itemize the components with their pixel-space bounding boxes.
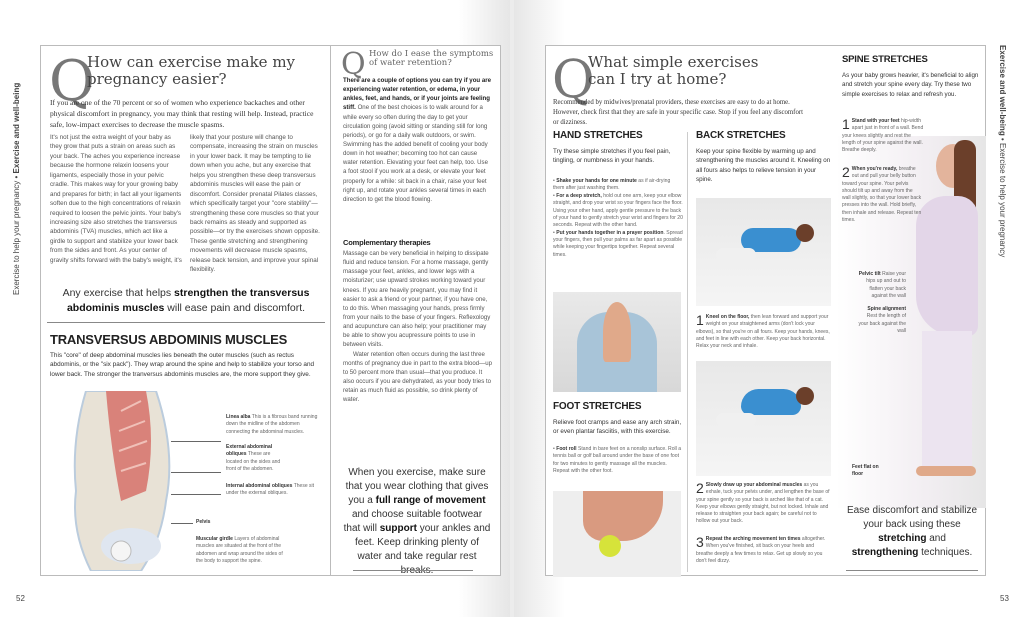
all-fours-photo-2 [696,361,831,476]
running-head-chapter: Exercise and well-being [12,82,21,174]
back-intro: Keep your spine flexible by warming up and strengthening the muscles around it. Kneeling on all fours also helps to relieve tension in your spine. [696,148,831,183]
back-step-3: 3 Repeat the arching movement ten times altogether. When you've finished, sit back on your heels and breathe deeply a few times to relax. Get up slowly so you don't feel dizzy. [696,534,826,564]
article-column-1: It's not just the extra weight of your baby as they grow that puts a strain on areas such as your back. The aches you experience increase because the hormone relaxin loosens your ligaments, especially those in your pelvic cradle. This makes way for your growing baby and prepares for birth; in fact all your ligaments soften due to the high concentrations of relaxin required to loosen the pelvic joints. Your baby's increasing size also stretches the transversus abdominis (TVA) muscles, which act like a girdle to support and stabilize your lower back from the sides and front. As your center of gravity shifts forward with the baby's weight, it's [50,134,182,264]
running-head-section: Exercise to help your pregnancy [12,180,21,295]
complementary-heading: Complementary therapies [343,238,431,247]
pull-quote-2: When you exercise, make sure that you wear clothing that gives you a full range of movement and choose suitable footwear that will support your ankles and feet. Keep drinking plenty of water and take regular rest [343,467,491,562]
page-number: 52 [16,594,25,603]
label-external-obliques: External abdominal obliques These are located on the sides and front of the abdomen. [226,444,281,472]
article-title: How do I ease the symptoms of water retention? [369,49,494,69]
label-spine-alignment: Spine alignment Rest the length of your back against the wall [858,306,906,334]
q-drop-letter: Q [49,49,95,114]
foot-bullet: • Foot roll Stand in bare feet on a nonslip surface. Roll a tennis ball or golf ball around under the base of one foot for two minutes to gently massage all the muscles. Repeat with the other foot. [553,446,682,475]
hand-bullet: • Shake your hands for one minute as if air-drying them after just washing them. [553,178,671,192]
hand-bullet: • Put your hands together in a prayer position. Spread your fingers, then pull your palms as far apart as possible while keeping your fingertips together. Repeat several times. [553,229,683,258]
pull-quote-3: Ease discomfort and stabilize your back using these stretching and strengthening techniques. [846,505,978,558]
divider [846,570,978,571]
spine-step-1: 1 Stand with your feet hip-width apart just in front of a wall. Bend your knees slightly and rest the length of your spine against the wall. Breathe deeply. [842,116,924,153]
left-page [0,0,510,617]
foot-roll-photo [553,491,681,577]
divider [47,322,325,323]
q-drop-letter: Q [341,47,366,82]
tva-heading: TRANSVERSUS ABDOMINIS MUSCLES [50,332,288,347]
hand-stretches-heading: HAND STRETCHES [553,130,643,141]
label-pelvis: Pelvis [196,519,211,525]
prayer-hands-photo [553,292,681,392]
label-muscular-girdle: Muscular girdle Layers of abdominal muscles are situated at the front of the abdomen and wrap around the sides of the body to support the spine. [196,536,283,564]
spine-intro: As your baby grows heavier, it's beneficial to align and stretch your spine every day. Try these two simple exercises to relax and refresh you. [842,72,979,98]
running-head-section: Exercise to help your pregnancy [998,142,1007,258]
label-internal-obliques: Internal abdominal obliques These sit under the external obliques. [226,483,314,497]
spine-step-2: 2 When you're ready, breathe out and pull your belly button toward your spine. Your pelvis should tilt up and away from the wall slightly, so that your lower back presses into the wall. Hold briefly, then inhale and release. Repeat ten times. [842,164,922,223]
abdominal-muscles-illustration [61,391,181,571]
running-head-chapter: Exercise and well-being [998,45,1007,136]
article-title: What simple exercises can I try at home? [588,53,759,88]
spine-stretches-heading: SPINE STRETCHES [842,54,928,65]
running-head: Exercise to help your pregnancy • Exercise and well-being [12,82,21,295]
back-stretches-heading: BACK STRETCHES [696,130,786,141]
back-step-1: 1 Kneel on the floor, then lean forward and support your weight on your straightened arms (don't lock your elbows), so that you're on all fours. Keep your hands, knees, and feet in line with each other. Keep your back horizontal. Relax your neck and inhale. [696,312,830,349]
page-number: 53 [1000,594,1009,603]
article-title: How can exercise make my pregnancy easier? [87,53,296,88]
article-column-2: likely that your posture will change to compensate, increasing the strain on muscles in your lower back. It may be tempting to lie down when you ache, but any exercise that helps you strengthen these deep transversus abdominis muscles will ease the pain or discomfort. Consider prenatal Pilates classes, which specifically target your "core stability"—strengthening these core muscles so that your back remains as steady and supported as possible—or try the exercises shown opposite. These gentle stretching and strengthening movements will decrease muscle spasms, release back tension, and improve your spinal flexibility. [190,134,320,274]
article-lead: Recommended by midwives/prenatal providers, these exercises are easy to do at home. However, check first that they are safe in your specific case. Stop if you feel any discomfort or dizziness. [553,99,803,126]
column-divider [687,132,688,572]
tva-intro: This "core" of deep abdominal muscles lies beneath the outer muscles (such as rectus abdominis, or the "six pack"). They wrap around the spine and help to stabilize your torso and lower back. The stronger the tranversus abdominis muscles are, the more support they give. [50,352,315,378]
right-page [514,0,1024,617]
label-pelvic-tilt: Pelvic tilt Raise your hips up and out to flatten your back against the wall [858,271,906,299]
exercise-article-box [40,45,331,576]
q-drop-letter: Q [552,50,595,110]
hand-bullets [553,178,683,259]
complementary-body: Massage can be very beneficial in helping to dissipate fluid and reduce tension. For a home massage, gently massage your feet, ankles, and lower legs with a moisturizer; use upward strokes working toward your knees. If you are heavily pregnant, you may find it easier to ask a friend or your partner, if you have one, to do this. When massaging your hands, press firmly from your nails to the base of your fingers. Reflexology and acupuncture can also help; your practitioner may be able to show you acupressure points to use in between visits. Water retention often occurs during the last three months of pregnancy due in part to the extra blood—up to 50 percent more than usual—that you produce. It also occurs if you are dehydrated, as your body tries to retain as much fluid as possible, so drink plenty of water. [343,250,493,404]
water-retention-body: There are a couple of options you can try if you are experiencing water retention, or edema, in your ankles, feet, and hands, or if your joints are feeling stiff. One of the best choices is to walk around for a while every so often during the day to get your circulation going (avoid sitting or standing still for long periods), or go for a daily walk outdoors, or swim. Swimming has the added benefit of cooling your body down in hot weather; becoming too hot can cause water retention. Elevating your feet can help, too. Use a foot stool if you work at a desk, or elevate your feet properly for a while: sit back in a chair, raise your feet right up, and rotate your ankles several times in each direction to get the blood flowing. [343,77,491,203]
back-step-2: 2 Slowly draw up your abdominal muscles as you exhale, tuck your pelvis under, and lengthen the base of your spine gently so your back is arched like that of a cat. Keep your elbows gently straight, but not locked. Inhale and release to straighten your back again; be careful not to hollow out your back. [696,480,830,525]
pull-quote-1: Any exercise that helps strengthen the transversus abdominis muscles will ease pain and discomfort. [62,287,310,314]
water-retention-box [330,45,501,576]
hand-bullet: • For a deep stretch, hold out one arm, keep your elbow straight, and drop your wrist so your fingers face the floor. Using your other hand, apply gentle pressure to the back of your hand to gently stretch your wrist and fingers for 20 seconds. Repeat with the other hand. [553,192,683,229]
foot-stretches-heading: FOOT STRETCHES [553,401,642,412]
hand-intro: Try these simple stretches if you feel pain, tingling, or numbness in your hands. [553,148,671,165]
running-head: Exercise and well-being • Exercise to help your pregnancy [998,45,1007,258]
exercises-box [545,45,986,576]
article-lead: If you are one of the 70 percent or so of women who experience backaches and other physical discomfort in pregnancy, you may think that resting will help. Instead, practice safe, low-impact exercises to decrease the muscle spasms. [50,98,314,129]
divider [353,570,473,571]
foot-intro: Relieve foot cramps and ease any arch strain, or even plantar fasciitis, with this exercise. [553,419,682,436]
label-feet-flat: Feet flat on floor [852,464,879,478]
label-linea-alba: Linea alba This is a fibrous band running down the midline of the abdomen connecting the abdominal muscles. [226,414,318,435]
all-fours-photo-1 [696,198,831,306]
